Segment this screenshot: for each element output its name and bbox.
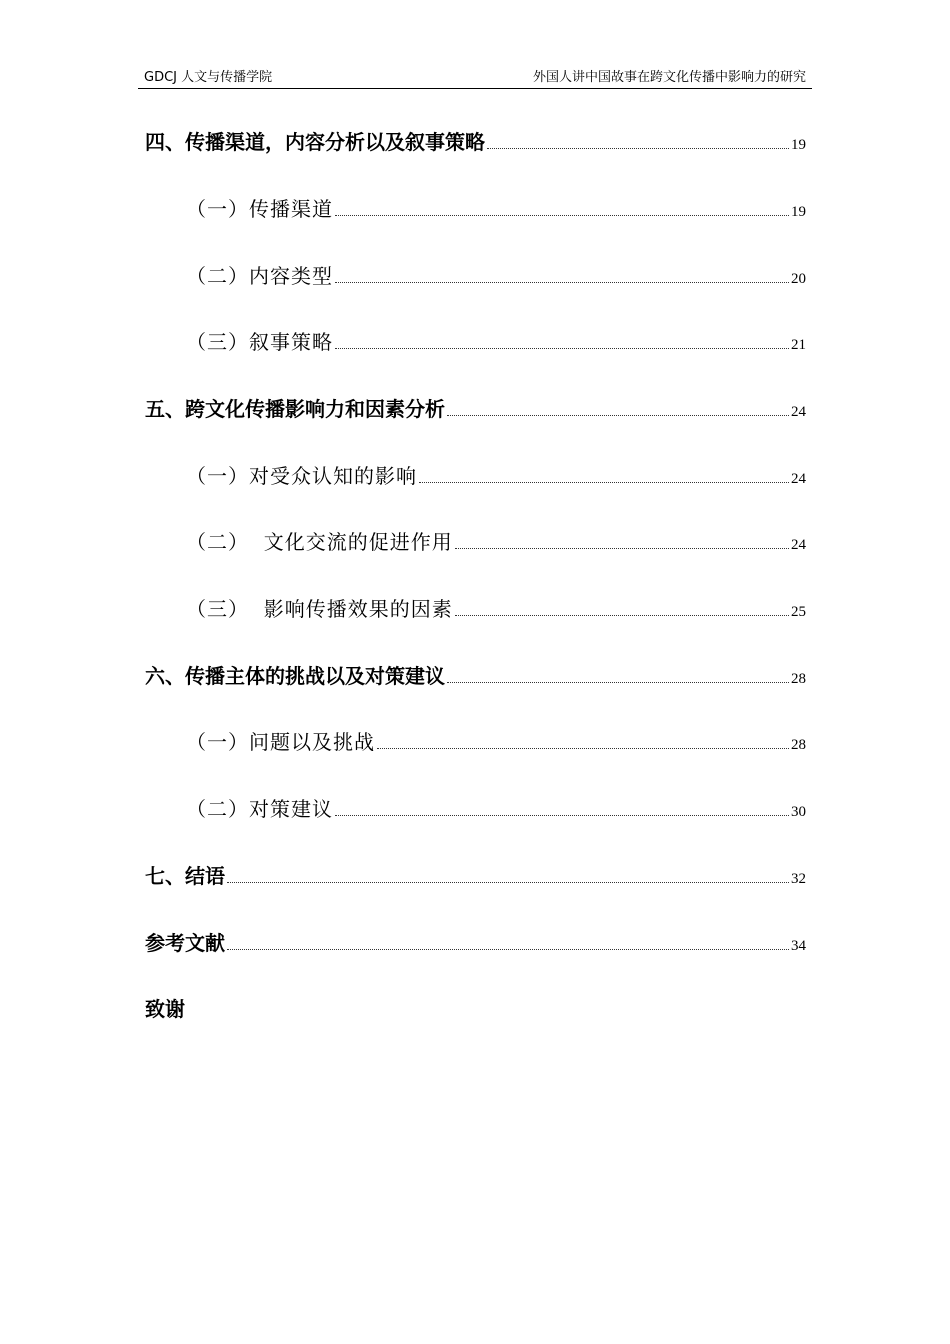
toc-entry-title: （三）叙事策略: [186, 330, 333, 354]
header-institution: GDCJ 人文与传播学院: [144, 70, 273, 85]
toc-entry-page: 32: [791, 871, 806, 887]
toc-entry-page: 19: [791, 204, 806, 220]
toc-entry-page: 28: [791, 671, 806, 687]
toc-entry-title: 五、跨文化传播影响力和因素分析: [145, 397, 445, 421]
toc-entry-page: 20: [791, 271, 806, 287]
toc-entry-title: 七、结语: [145, 864, 225, 888]
toc-entry[interactable]: [186, 597, 806, 621]
toc-entry-title: （二）对策建议: [186, 797, 333, 821]
toc-entry[interactable]: [186, 530, 806, 554]
toc-leader-dots: [335, 214, 789, 216]
toc-entry[interactable]: [186, 330, 806, 354]
toc-entry-title: 致谢: [145, 997, 185, 1021]
toc-entry-title: 六、传播主体的挑战以及对策建议: [145, 664, 445, 688]
toc-entry-title: （二） 文化交流的促进作用: [186, 530, 453, 554]
toc-entry-page: 34: [791, 938, 806, 954]
toc-leader-dots: [377, 747, 789, 749]
header-thesis-title: 外国人讲中国故事在跨文化传播中影响力的研究: [532, 70, 806, 85]
toc-leader-dots: [335, 347, 789, 349]
toc-entry-page: 24: [791, 471, 806, 487]
toc-entry-title: （三） 影响传播效果的因素: [186, 597, 453, 621]
toc-entry-title: （一）传播渠道: [186, 197, 333, 221]
toc-entry[interactable]: [145, 130, 806, 154]
toc-entry[interactable]: [145, 664, 806, 688]
toc-entry[interactable]: [145, 931, 806, 955]
toc-entry[interactable]: [186, 797, 806, 821]
toc-leader-dots: [227, 948, 789, 950]
toc-entry-page: 24: [791, 537, 806, 553]
toc-leader-dots: [455, 547, 789, 549]
toc-entry-title: 四、传播渠道，内容分析以及叙事策略: [145, 130, 485, 154]
toc-entry-page: 30: [791, 804, 806, 820]
toc-entry[interactable]: [145, 397, 806, 421]
toc-entry-page: 24: [791, 404, 806, 420]
toc-entry-title: （一）问题以及挑战: [186, 730, 375, 754]
toc-leader-dots: [335, 814, 789, 816]
toc-entry-title: （二）内容类型: [186, 264, 333, 288]
toc-leader-dots: [447, 414, 789, 416]
toc-leader-dots: [419, 481, 789, 483]
toc-entry[interactable]: [186, 264, 806, 288]
toc-leader-dots: [487, 147, 789, 149]
toc-entry-page: 28: [791, 737, 806, 753]
toc-leader-dots: [455, 614, 789, 616]
toc-leader-dots: [447, 681, 789, 683]
toc-leader-dots: [335, 281, 789, 283]
toc-entry-title: 参考文献: [145, 931, 225, 955]
toc-entry-title: （一）对受众认知的影响: [186, 464, 417, 488]
toc-entry-page: 25: [791, 604, 806, 620]
toc-entry[interactable]: [186, 197, 806, 221]
toc-entry-page: 19: [791, 137, 806, 153]
toc-entry[interactable]: [145, 864, 806, 888]
toc-leader-dots: [227, 881, 789, 883]
toc-entry[interactable]: [145, 997, 806, 1021]
page-header: [138, 70, 812, 89]
toc-entry[interactable]: [186, 464, 806, 488]
toc-entry-page: 21: [791, 337, 806, 353]
toc-entry[interactable]: [186, 730, 806, 754]
